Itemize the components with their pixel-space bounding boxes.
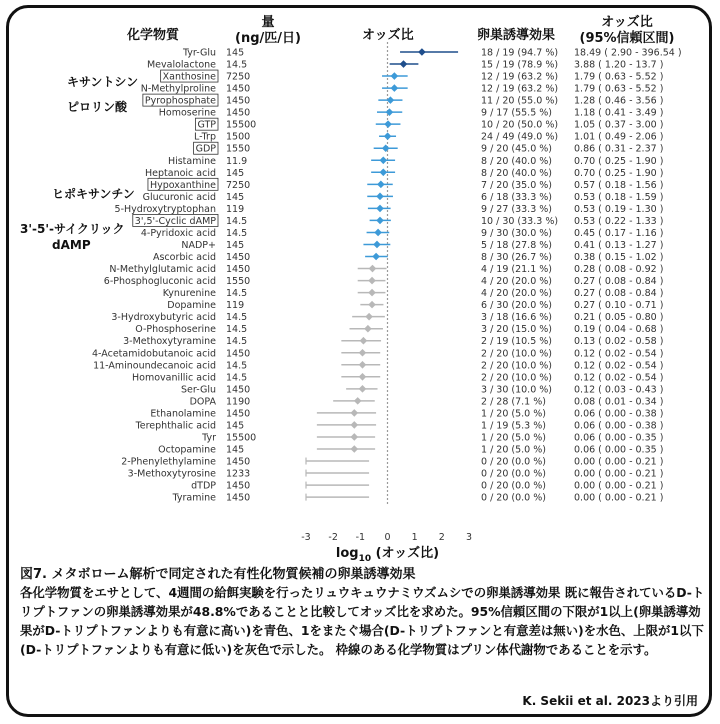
x-tick-label: 2 [438,532,445,543]
odds-ci-value: 0.19 ( 0.04 - 0.68 ) [574,324,664,336]
odds-ci-value: 1.79 ( 0.63 - 5.52 ) [574,71,664,83]
odds-ci-value: 1.01 ( 0.49 - 2.06 ) [574,131,664,143]
effect-value: 9 / 20 (45.0 %) [481,143,553,155]
amount-value: 15500 [226,432,257,444]
compound-label: Ethanolamine [150,408,216,420]
effect-value: 0 / 20 (0.0 %) [481,492,546,504]
compound-label: Terephthalic acid [135,420,216,432]
amount-value: 1450 [226,408,251,420]
amount-value: 14.5 [226,215,248,227]
x-tick-label: -2 [328,532,338,543]
amount-value: 14.5 [226,336,248,348]
compound-label: 4-Acetamidobutanoic acid [92,348,216,360]
odds-ratio-point [382,144,390,152]
odds-ratio-point [360,337,368,345]
caption-title: 図7. メタボローム解析で同定された有性化物質候補の卵巣誘導効果 [20,567,416,582]
odds-ci-value: 0.00 ( 0.00 - 0.21 ) [574,456,664,468]
odds-ratio-point [374,229,382,237]
effect-value: 1 / 19 (5.3 %) [481,420,546,432]
effect-value: 2 / 28 (7.1 %) [481,396,546,408]
odds-ratio-point [368,289,376,297]
odds-ratio-point [368,301,376,309]
amount-value: 1190 [226,396,251,408]
compound-label: 3-Hydroxybutyric acid [111,312,216,324]
effect-value: 8 / 30 (26.7 %) [481,252,553,264]
amount-value: 1450 [226,252,251,264]
amount-value: 1450 [226,83,251,95]
odds-ratio-point [351,421,359,429]
x-tick-label: -3 [301,532,311,543]
effect-value: 4 / 20 (20.0 %) [481,288,553,300]
compound-label: 2-Phenylethylamine [121,456,216,468]
amount-value: 14.5 [226,288,248,300]
effect-value: 24 / 49 (49.0 %) [481,131,559,143]
amount-value: 14.5 [226,59,248,71]
compound-label: N-Methylglutamic acid [109,264,216,276]
amount-value: 1550 [226,276,251,288]
odds-ci-value: 0.27 ( 0.08 - 0.84 ) [574,276,664,288]
effect-value: 2 / 20 (10.0 %) [481,360,553,372]
compound-label: Xanthosine [162,71,216,83]
amount-value: 145 [226,444,245,456]
odds-ratio-point [351,433,359,441]
odds-ci-value: 0.41 ( 0.13 - 1.27 ) [574,239,664,251]
odds-ci-value: 0.08 ( 0.01 - 0.34 ) [574,396,664,408]
citation: K. Sekii et al. 2023より引用 [522,694,698,708]
compound-label: N-Methylproline [140,83,216,95]
compound-label: 3-Methoxytyrosine [127,468,216,480]
effect-value: 2 / 20 (10.0 %) [481,372,553,384]
compound-label: NADP+ [181,239,216,251]
amount-value: 15500 [226,119,257,131]
odds-ratio-point [351,445,359,453]
odds-ratio-point [376,217,384,225]
header-amount-line1: 量 [261,15,275,30]
odds-ci-value: 0.12 ( 0.03 - 0.43 ) [574,384,664,396]
odds-ci-value: 0.57 ( 0.18 - 1.56 ) [574,179,664,191]
amount-value: 145 [226,420,245,432]
compound-label: Hypoxanthine [149,179,216,191]
odds-ci-value: 0.12 ( 0.02 - 0.54 ) [574,372,664,384]
odds-ci-value: 0.21 ( 0.05 - 0.80 ) [574,312,664,324]
effect-value: 8 / 20 (40.0 %) [481,155,553,167]
odds-ci-value: 1.79 ( 0.63 - 5.52 ) [574,83,664,95]
odds-ci-value: 3.88 ( 1.20 - 13.7 ) [574,59,664,71]
annotation-hypoxanthine: ヒポキサンチン [52,187,135,201]
odds-ratio-point [368,277,376,285]
odds-ci-value: 0.00 ( 0.00 - 0.21 ) [574,468,664,480]
effect-value: 3 / 20 (15.0 %) [481,324,553,336]
effect-value: 4 / 19 (21.1 %) [481,264,553,276]
amount-value: 145 [226,167,245,179]
compound-label: Heptanoic acid [145,167,216,179]
compound-label: DOPA [189,396,216,408]
effect-value: 6 / 30 (20.0 %) [481,300,553,312]
amount-value: 1450 [226,95,251,107]
odds-ratio-point [364,325,372,333]
compound-label: Dopamine [167,300,216,312]
x-tick-label: 3 [465,532,473,543]
header-ci-line2: (95%信頼区間) [579,31,675,46]
amount-value: 1450 [226,348,251,360]
amount-value: 14.5 [226,227,248,239]
compound-label: Homovanillic acid [131,372,216,384]
effect-value: 4 / 20 (20.0 %) [481,276,553,288]
compound-label: GDP [195,143,216,155]
header-compound: 化学物質 [127,28,180,43]
odds-ci-value: 0.45 ( 0.17 - 1.16 ) [574,227,664,239]
amount-value: 7250 [226,179,251,191]
odds-ci-value: 0.13 ( 0.02 - 0.58 ) [574,336,664,348]
odds-ci-value: 0.38 ( 0.15 - 1.02 ) [574,252,664,264]
odds-ci-value: 0.06 ( 0.00 - 0.38 ) [574,408,664,420]
effect-value: 10 / 20 (50.0 %) [481,119,559,131]
odds-ratio-point [376,205,384,213]
odds-ratio-point [359,361,367,369]
effect-value: 3 / 30 (10.0 %) [481,384,553,396]
amount-value: 119 [226,203,245,215]
x-axis-label: $\log_{10}$ (オッズ比) [335,546,440,564]
odds-ratio-point [386,108,394,116]
effect-value: 12 / 19 (63.2 %) [481,71,559,83]
effect-value: 12 / 19 (63.2 %) [481,83,559,95]
amount-value: 145 [226,239,245,251]
compound-label: Octopamine [158,444,216,456]
odds-ratio-point [359,385,367,393]
odds-ratio-point [391,72,399,80]
amount-value: 14.5 [226,324,248,336]
x-tick-label: 1 [411,532,418,543]
odds-ci-value: 18.49 ( 2.90 - 396.54 ) [574,47,682,59]
odds-ci-value: 1.18 ( 0.41 - 3.49 ) [574,107,664,119]
annotation-pyrophosphate: ピロリン酸 [67,100,128,114]
amount-value: 1450 [226,492,251,504]
amount-value: 14.5 [226,372,248,384]
amount-value: 145 [226,191,245,203]
effect-value: 18 / 19 (94.7 %) [481,47,559,59]
compound-label: Tyramine [172,492,216,504]
header-odds: オッズ比 [362,28,414,43]
odds-ci-value: 1.28 ( 0.46 - 3.56 ) [574,95,664,107]
odds-ratio-point [391,84,399,92]
effect-value: 2 / 19 (10.5 %) [481,336,553,348]
odds-ratio-point [369,265,377,273]
odds-ratio-point [418,48,426,56]
effect-value: 7 / 20 (35.0 %) [481,179,553,191]
odds-ci-value: 0.27 ( 0.08 - 0.84 ) [574,288,664,300]
compound-label: Tyr-Glu [182,47,216,59]
odds-ratio-point [379,156,387,164]
caption-body: 各化学物質をエサとして、4週間の給餌実験を行ったリュウキュウナミウズムシでの卵巣誘導効果 既に報告されているD-トリプトファンの卵巣誘導効果が48.8%であることと比較してオッズ比を求めた。95%信頼区間の下限が1以上(卵巣誘導効果がD-トリプトファンよりも有意に高い)を青色、1をまたぐ場合(D-トリプトファンと有意差は無い)を水色、上限が1以下(D-トリプトファンよりも有意に低い)を灰色で示した。 枠線のある化学物質はプリン体代謝物であることを示す。 [20,585,705,657]
odds-ratio-point [351,409,359,417]
effect-value: 1 / 20 (5.0 %) [481,432,546,444]
annotation-cyclic-damp-line2: dAMP [52,238,91,252]
odds-ratio-point [365,313,373,321]
odds-ci-value: 0.86 ( 0.31 - 2.37 ) [574,143,664,155]
odds-ci-value: 0.70 ( 0.25 - 1.90 ) [574,167,664,179]
odds-ratio-point [379,169,387,177]
odds-ratio-point [384,120,392,128]
x-tick-label: 0 [384,532,391,543]
effect-value: 0 / 20 (0.0 %) [481,480,546,492]
odds-ratio-point [359,373,367,381]
amount-value: 11.9 [226,155,248,167]
amount-value: 119 [226,300,245,312]
effect-value: 0 / 20 (0.0 %) [481,468,546,480]
compound-label: 11-Aminoundecanoic acid [93,360,216,372]
effect-value: 9 / 30 (30.0 %) [481,227,553,239]
compound-label: 4-Pyridoxic acid [140,227,216,239]
compound-label: Histamine [167,155,216,167]
odds-ci-value: 0.53 ( 0.18 - 1.59 ) [574,191,664,203]
amount-value: 1450 [226,264,251,276]
effect-value: 5 / 18 (27.8 %) [481,239,553,251]
odds-ratio-point [359,349,367,357]
header-ci-line1: オッズ比 [601,15,653,30]
compound-label: Kynurenine [162,288,216,300]
compound-label: Mevalolactone [146,59,216,71]
odds-ci-value: 1.05 ( 0.37 - 3.00 ) [574,119,664,131]
effect-value: 8 / 20 (40.0 %) [481,167,553,179]
amount-value: 145 [226,47,245,59]
annotation-xanthosine: キサントシン [67,75,139,89]
odds-ci-value: 0.00 ( 0.00 - 0.21 ) [574,492,664,504]
effect-value: 9 / 27 (33.3 %) [481,203,553,215]
amount-value: 1450 [226,456,251,468]
odds-ci-value: 0.12 ( 0.02 - 0.54 ) [574,348,664,360]
compound-label: GTP [197,119,216,131]
effect-value: 15 / 19 (78.9 %) [481,59,559,71]
effect-value: 11 / 20 (55.0 %) [481,95,559,107]
odds-ratio-point [376,193,384,201]
compound-label: 3',5'-Cyclic dAMP [134,215,216,227]
compound-label: 6-Phosphogluconic acid [103,276,216,288]
compound-label: Pyrophosphate [144,95,216,107]
compound-label: 5-Hydroxytryptophan [114,203,216,215]
amount-value: 1550 [226,143,251,155]
odds-ratio-point [354,397,362,405]
compound-label: dTDP [191,480,216,492]
compound-label: Glucuronic acid [142,191,216,203]
figure-caption [20,566,706,659]
effect-value: 2 / 20 (10.0 %) [481,348,553,360]
odds-ci-value: 0.12 ( 0.02 - 0.54 ) [574,360,664,372]
effect-value: 9 / 17 (55.5 %) [481,107,553,119]
compound-label: Homoserine [158,107,216,119]
effect-value: 0 / 20 (0.0 %) [481,456,546,468]
odds-ci-value: 0.06 ( 0.00 - 0.35 ) [574,444,664,456]
effect-value: 1 / 20 (5.0 %) [481,444,546,456]
amount-value: 1450 [226,384,251,396]
effect-value: 10 / 30 (33.3 %) [481,215,559,227]
effect-value: 1 / 20 (5.0 %) [481,408,546,420]
odds-ratio-point [372,253,380,261]
odds-ratio-point [377,181,385,189]
odds-ci-value: 0.28 ( 0.08 - 0.92 ) [574,264,664,276]
header-effect: 卵巣誘導効果 [477,28,556,43]
compound-label: Ascorbic acid [152,252,216,264]
header-amount-line2: (ng/匹/日) [235,31,301,46]
amount-value: 14.5 [226,360,248,372]
x-tick-label: -1 [355,532,366,543]
odds-ci-value: 0.70 ( 0.25 - 1.90 ) [574,155,664,167]
odds-ci-value: 0.06 ( 0.00 - 0.38 ) [574,420,664,432]
odds-ci-value: 0.27 ( 0.10 - 0.71 ) [574,300,664,312]
odds-ratio-point [384,132,392,140]
odds-ci-value: 0.53 ( 0.19 - 1.30 ) [574,203,664,215]
odds-ratio-point [400,60,408,68]
amount-value: 1500 [226,131,251,143]
amount-value: 14.5 [226,312,248,324]
annotation-cyclic-damp-line1: 3'-5'-サイクリック [20,222,125,236]
odds-ratio-point [373,241,381,249]
amount-value: 1233 [226,468,251,480]
compound-label: L-Trp [193,131,216,143]
odds-ci-value: 0.00 ( 0.00 - 0.21 ) [574,480,664,492]
compound-label: Tyr [202,432,216,444]
amount-value: 7250 [226,71,251,83]
compound-label: Ser-Glu [181,384,216,396]
effect-value: 3 / 18 (16.6 %) [481,312,553,324]
compound-label: 3-Methoxytyramine [123,336,216,348]
amount-value: 1450 [226,107,251,119]
odds-ci-value: 0.06 ( 0.00 - 0.35 ) [574,432,664,444]
odds-ci-value: 0.53 ( 0.22 - 1.33 ) [574,215,664,227]
amount-value: 1450 [226,480,251,492]
effect-value: 6 / 18 (33.3 %) [481,191,553,203]
compound-label: O-Phosphoserine [135,324,216,336]
